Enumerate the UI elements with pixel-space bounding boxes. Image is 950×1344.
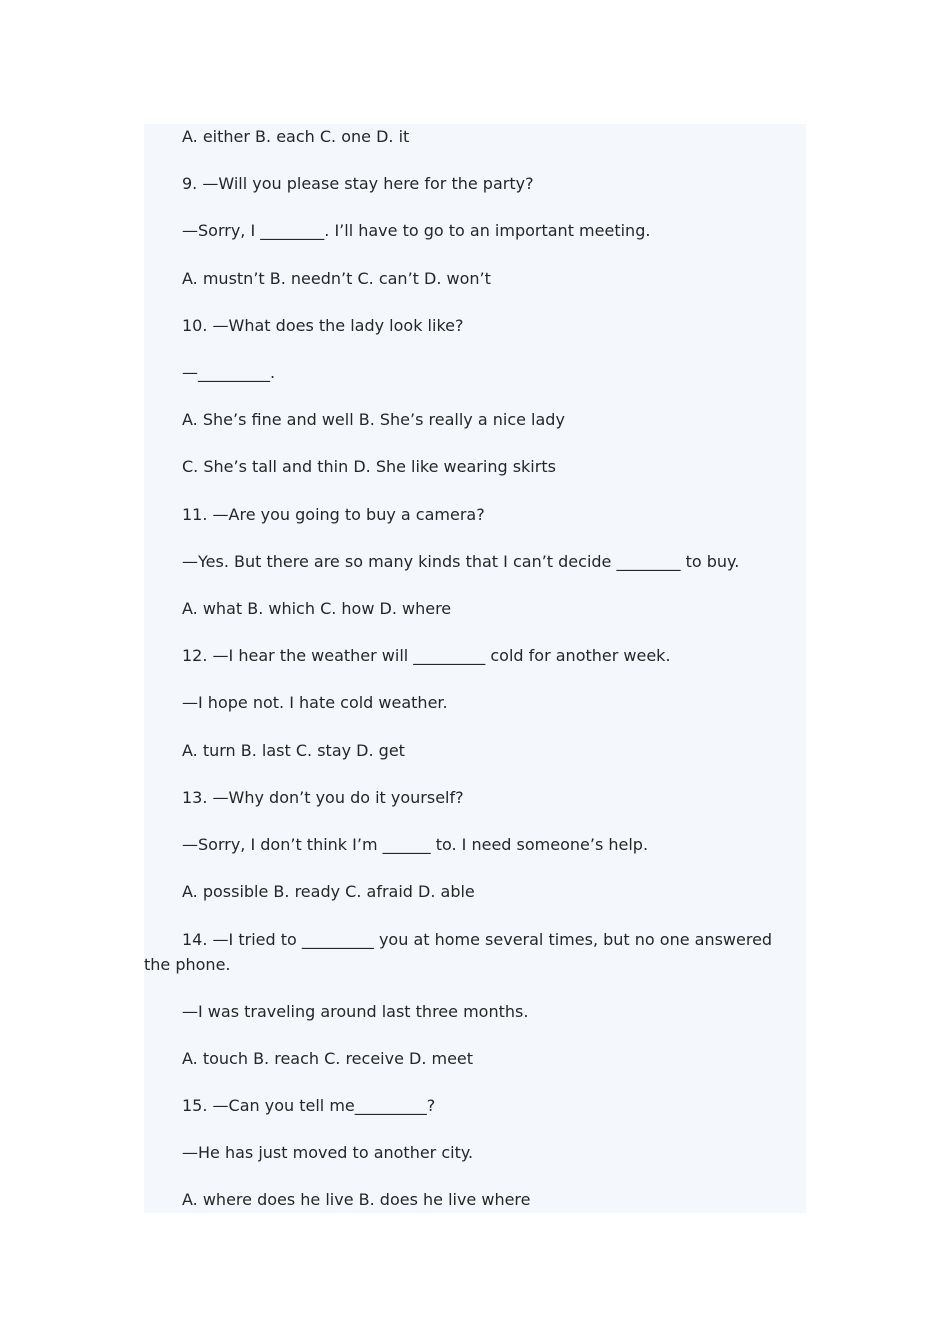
- q12-question: 12. —I hear the weather will _________ cold for another week.: [182, 646, 671, 665]
- q14-options: A. touch B. reach C. receive D. meet: [182, 1049, 474, 1068]
- q14-question: 14. —I tried to _________ you at home several times, but no one answered the phone.: [144, 930, 773, 974]
- q10-options-cd: C. She’s tall and thin D. She like wearing skirts: [182, 457, 556, 476]
- q15-response: —He has just moved to another city.: [182, 1143, 474, 1162]
- q13-question: 13. —Why don’t you do it yourself?: [182, 788, 464, 807]
- q10-response: —_________.: [182, 363, 276, 382]
- q9-response: —Sorry, I ________. I’ll have to go to an important meeting.: [182, 221, 651, 240]
- q14-response: —I was traveling around last three months.: [182, 1002, 529, 1021]
- q12-response: —I hope not. I hate cold weather.: [182, 693, 448, 712]
- q9-options: A. mustn’t B. needn’t C. can’t D. won’t: [182, 269, 491, 288]
- q11-question: 11. —Are you going to buy a camera?: [182, 505, 485, 524]
- q13-response: —Sorry, I don’t think I’m ______ to. I need someone’s help.: [182, 835, 649, 854]
- q10-question: 10. —What does the lady look like?: [182, 316, 464, 335]
- q11-options: A. what B. which C. how D. where: [182, 599, 452, 618]
- q12-options: A. turn B. last C. stay D. get: [182, 741, 405, 760]
- q11-response: —Yes. But there are so many kinds that I can’t decide ________ to buy.: [182, 552, 740, 571]
- q13-options: A. possible B. ready C. afraid D. able: [182, 882, 475, 901]
- q8-options: A. either B. each C. one D. it: [182, 127, 410, 146]
- q15-options: A. where does he live B. does he live where: [182, 1190, 531, 1209]
- q15-question: 15. —Can you tell me_________?: [182, 1096, 436, 1115]
- q10-options-ab: A. She’s fine and well B. She’s really a nice lady: [182, 410, 565, 429]
- q9-question: 9. —Will you please stay here for the party?: [182, 174, 534, 193]
